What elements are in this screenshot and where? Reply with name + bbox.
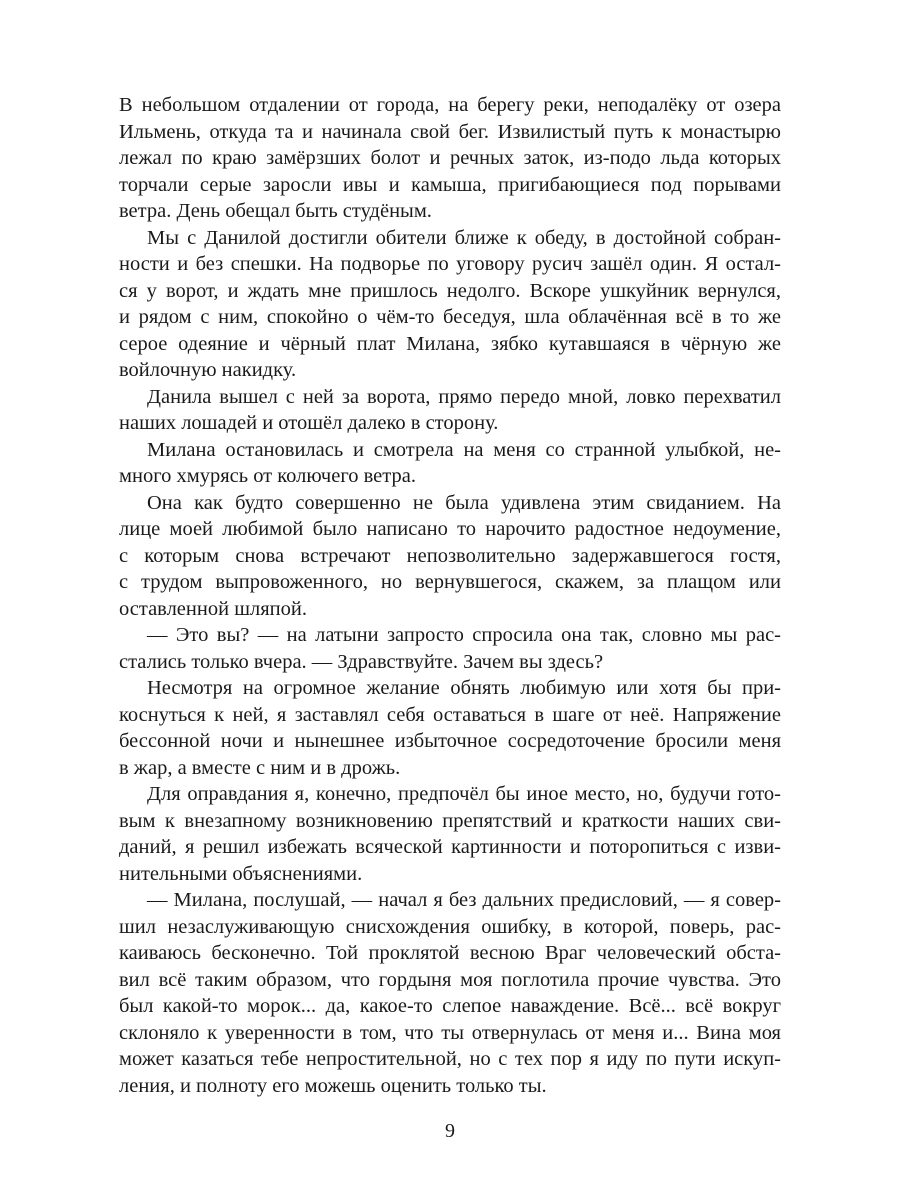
text-line: может казаться тебе непростительной, но с тех пор я иду по пути искуп- (119, 1048, 781, 1070)
text-line: много хмурясь от колючего ветра. (119, 465, 416, 487)
text-line: ветра. День обещал быть студёным. (119, 200, 432, 222)
text-line: — Милана, послушай, — начал я без дальних предисловий, — я совер- (147, 889, 781, 911)
text-line: вым к внезапному возникновению препятствий и краткости наших сви- (119, 809, 781, 832)
text-line: Ильмень, откуда та и начинала свой бег. Извилистый путь к монастырю (119, 120, 781, 143)
text-line: В небольшом отдалении от города, на берегу реки, неподалёку от озера (119, 94, 781, 116)
text-line: склоняло к уверенности в том, что ты отвернулась от меня и... Вина моя (119, 1021, 781, 1044)
text-line: даний, я решил избежать всяческой картинности и поторопиться с изви- (119, 836, 781, 858)
text-line: Милана остановилась и смотрела на меня со странной улыбкой, не- (147, 438, 781, 461)
text-line: Она как будто совершенно не была удивлена этим свиданием. На (147, 491, 781, 514)
text-line: Несмотря на огромное желание обнять любимую или хотя бы при- (147, 677, 781, 699)
text-line: с которым снова встречают непозволительно задержавшегося гостя, (119, 544, 781, 567)
page-number: 9 (445, 1120, 455, 1142)
text-line: нительными объяснениями. (119, 862, 363, 885)
text-line: ления, и полноту его можешь оценить только ты. (119, 1074, 547, 1097)
text-line: вил всё таким образом, что гордыня моя поглотила прочие чувства. Это (119, 968, 781, 991)
text-line: наших лошадей и отошёл далеко в сторону. (119, 412, 499, 434)
text-line: войлочную накидку. (119, 359, 297, 381)
text-line: оставленной шляпой. (119, 597, 307, 620)
text-line: бессонной ночи и нынешнее избыточное сосредоточение бросили меня (119, 730, 781, 752)
text-line: серое одеяние и чёрный плат Милана, зябко кутавшаяся в чёрную же (119, 332, 781, 355)
text-line: в жар, а вместе с ним и в дрожь. (119, 756, 401, 779)
text-line: лежал по краю замёрзших болот и речных заток, из-подо льда которых (119, 147, 781, 169)
text-line: стались только вчера. — Здравствуйте. Зачем вы здесь? (119, 650, 604, 673)
page-body (119, 92, 781, 1099)
text-line: ся у ворот, и ждать мне пришлось недолго. Вскоре ушкуйник вернулся, (119, 279, 781, 302)
text-line: коснуться к ней, я заставлял себя оставаться в шаге от неё. Напряжение (119, 703, 781, 726)
text-line: Для оправдания я, конечно, предпочёл бы иное место, но, будучи гото- (147, 783, 781, 805)
text-line: с трудом выпровоженного, но вернувшегося, скажем, за плащом или (119, 571, 781, 593)
text-line: Мы с Данилой достигли обители ближе к обеду, в достойной собран- (147, 226, 781, 249)
text-line: лице моей любимой было написано то нарочито радостное недоумение, (119, 518, 781, 540)
text-line: — Это вы? — на латыни запросто спросила она так, словно мы рас- (147, 624, 781, 646)
text-line: торчали серые заросли ивы и камыша, пригибающиеся под порывами (119, 173, 781, 196)
text-line: каиваюсь бесконечно. Той проклятой весною Враг человеческий обста- (119, 942, 781, 964)
text-line: шил незаслуживающую снисхождения ошибку, в которой, поверь, рас- (119, 915, 781, 938)
text-line: был какой-то морок... да, какое-то слепое наваждение. Всё... всё вокруг (119, 995, 781, 1017)
text-line: Данила вышел с ней за ворота, прямо передо мной, ловко перехватил (147, 385, 781, 408)
text-line: и рядом с ним, спокойно о чём-то беседуя, шла облачённая всё в то же (119, 306, 781, 328)
text-line: ности и без спешки. На подворье по уговору русич зашёл один. Я остал- (119, 253, 781, 275)
